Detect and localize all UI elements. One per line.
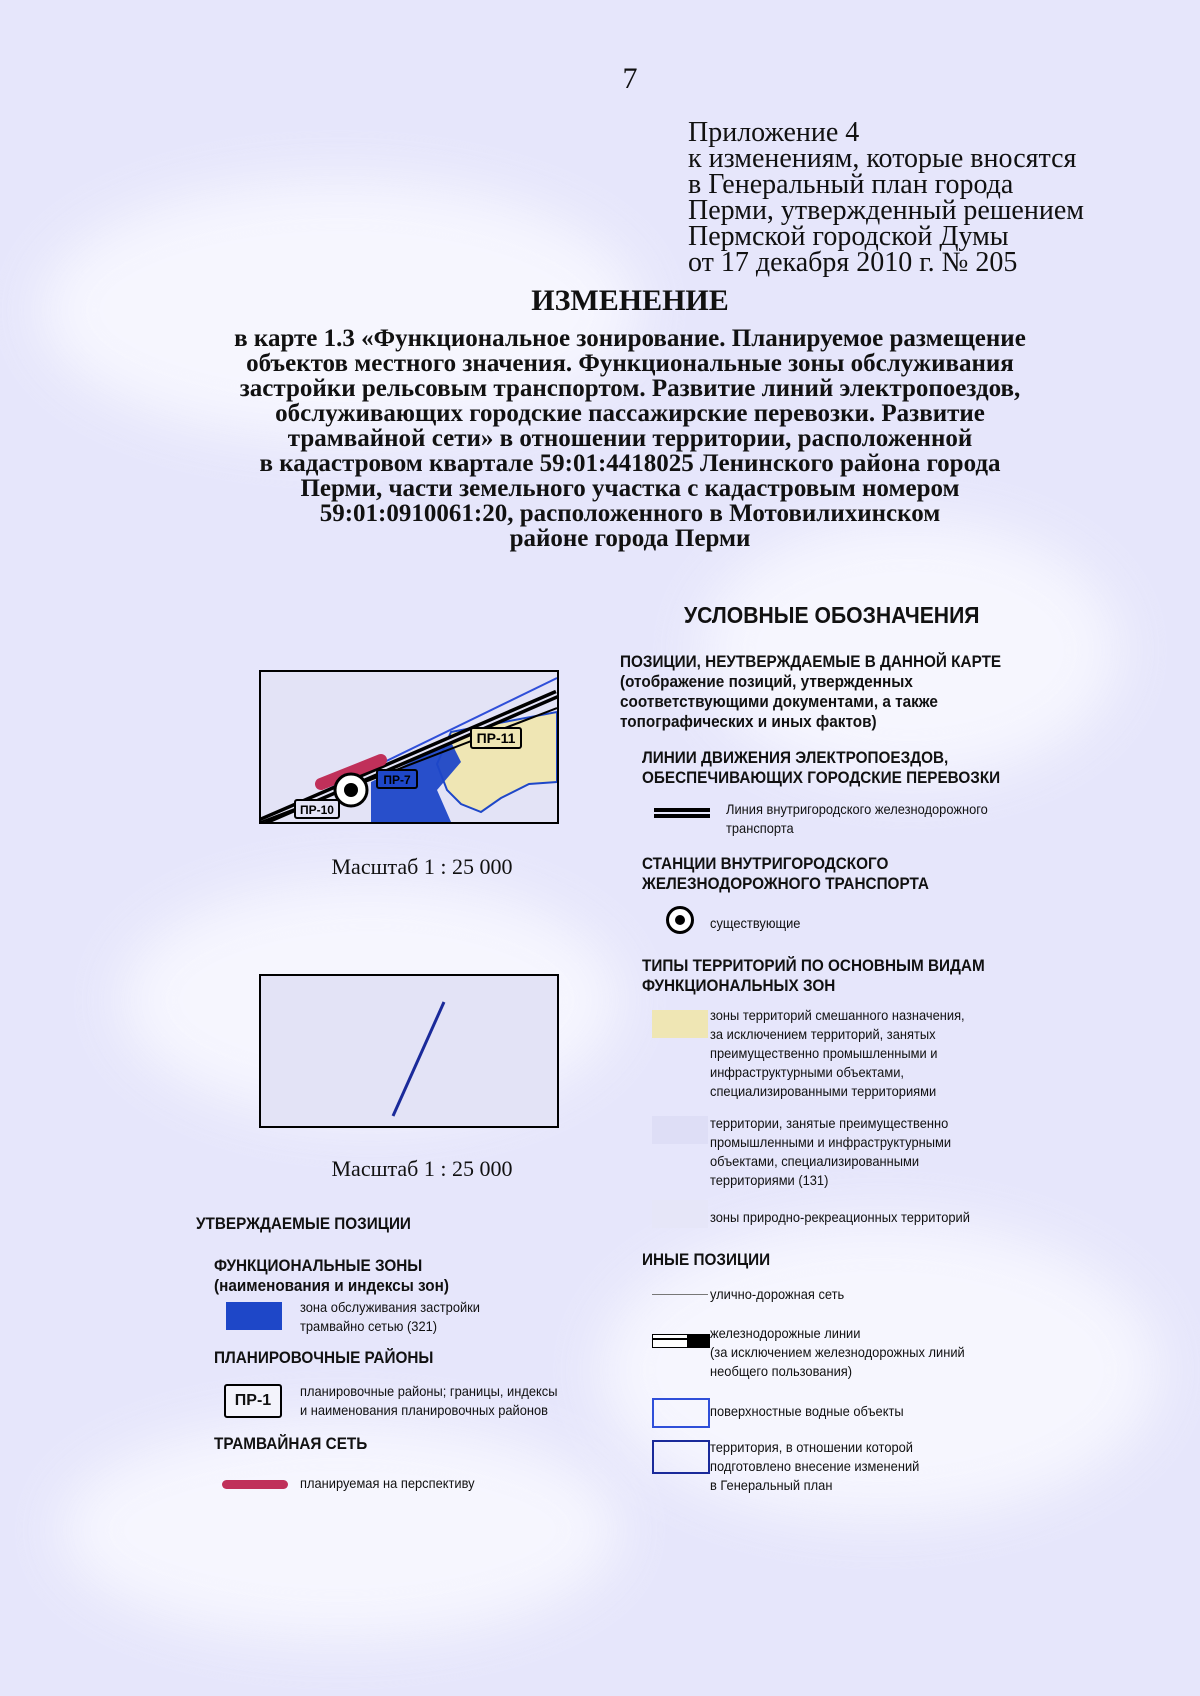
railway-line-swatch [654,808,710,818]
item-line: необщего пользования) [710,1363,853,1379]
item-line: транспорта [726,820,794,836]
subtitle-line: в кадастровом квартале 59:01:4418025 Ленинского района города [259,450,1001,477]
change-territory-swatch [652,1440,710,1474]
item-line: инфраструктурными объектами, [710,1064,904,1080]
map-label-pr7: ПР-7 [383,773,411,787]
planning-districts-item [300,1382,557,1420]
item-line: территория, в отношении которой [710,1439,914,1455]
stations-heading [642,854,929,894]
subtitle-line: объектов местного значения. Функциональные зоны обслуживания [246,350,1014,377]
item-line: специализированными территориями [710,1083,937,1099]
territory-types-heading [642,956,985,996]
item-line: и наименования планировочных районов [300,1402,549,1418]
map-2-scale: Масштаб 1 : 25 000 [331,1156,513,1181]
item-line: трамвайно сетью (321) [300,1318,438,1334]
heading-line: ОБЕСПЕЧИВАЮЩИХ ГОРОДСКИЕ ПЕРЕВОЗКИ [642,768,1001,787]
mixed-zone-swatch [652,1010,708,1038]
appendix-line: в Генеральный план города [688,169,1014,200]
appendix-line: Перми, утвержденный решением [688,195,1084,226]
map-2-drawing [261,976,557,1126]
document-subtitle [150,326,1110,551]
map-label-pr10: ПР-10 [300,803,334,817]
legend-title: УСЛОВНЫЕ ОБОЗНАЧЕНИЯ [684,602,980,628]
road-item: улично-дорожная сеть [710,1286,845,1302]
approved-heading: УТВЕРЖДАЕМЫЕ ПОЗИЦИИ [196,1214,411,1233]
item-line: в Генеральный план [710,1477,833,1493]
map-fragment-1 [259,670,559,824]
appendix-line: от 17 декабря 2010 г. № 205 [688,247,1018,278]
heading-line: ПОЗИЦИИ, НЕУТВЕРЖДАЕМЫЕ В ДАННОЙ КАРТЕ [620,652,1002,671]
road-swatch [652,1294,708,1295]
item-line: (за исключением железнодорожных линий [710,1344,965,1360]
rail-lines-item [710,1324,965,1381]
subtitle-line: 59:01:0910061:20, расположенного в Мотовилихинском [319,500,941,527]
item-line: за исключением территорий, занятых [710,1026,936,1042]
item-line: объектами, специализированными [710,1153,920,1169]
tram-zone-swatch [226,1302,282,1330]
heading-line: СТАНЦИИ ВНУТРИГОРОДСКОГО [642,854,889,873]
page-number: 7 [622,62,638,95]
recreation-zone-swatch [652,1200,708,1228]
item-line: железнодорожные линии [710,1325,861,1341]
heading-line: топографических и иных фактов) [620,712,877,731]
heading-line: (наименования и индексы зон) [214,1276,449,1295]
heading-line: ФУНКЦИОНАЛЬНЫХ ЗОН [642,976,836,995]
water-item: поверхностные водные объекты [710,1403,904,1419]
item-line: преимущественно промышленными и [710,1045,938,1061]
change-territory-item [710,1438,919,1495]
item-line: Линия внутригородского железнодорожного [726,801,988,817]
subtitle-line: трамвайной сети» в отношении территории, расположенной [287,425,973,452]
electric-trains-heading [642,748,1000,788]
heading-line: (отображение позиций, утвержденных [620,672,913,691]
industrial-zone-item [710,1114,951,1190]
rail-lines-swatch [652,1334,710,1348]
map-fragment-2 [259,974,559,1128]
item-line: территориями (131) [710,1172,829,1188]
planning-district-badge: ПР-1 [224,1384,282,1418]
other-positions-heading: ИНЫЕ ПОЗИЦИИ [642,1250,771,1269]
appendix-line: Пермской городской Думы [688,221,1009,252]
electric-train-item [726,800,988,838]
mixed-zone-item [710,1006,965,1101]
subtitle-line: в карте 1.3 «Функциональное зонирование. Планируемое размещение [234,325,1026,352]
appendix-line: Приложение 4 [688,117,860,148]
appendix-block [688,117,1084,278]
scan-light-patch [700,520,1120,780]
planning-districts-heading: ПЛАНИРОВОЧНЫЕ РАЙОНЫ [214,1348,434,1367]
map-1-scale: Масштаб 1 : 25 000 [331,854,513,879]
heading-line: соответствующими документами, а также [620,692,938,711]
item-line: подготовлено внесение изменений [710,1458,920,1474]
functional-zones-heading [214,1256,449,1296]
subtitle-line: районе города Перми [509,525,751,552]
tram-network-heading: ТРАМВАЙНАЯ СЕТЬ [214,1434,368,1453]
heading-line: ЛИНИИ ДВИЖЕНИЯ ЭЛЕКТРОПОЕЗДОВ, [642,748,949,767]
heading-line: ФУНКЦИОНАЛЬНЫЕ ЗОНЫ [214,1256,423,1275]
map-1-drawing [261,672,557,822]
appendix-line: к изменениям, которые вносятся [688,143,1077,174]
non-approved-heading [620,652,1001,732]
station-item: существующие [710,915,801,931]
station-icon [666,906,694,934]
tram-network-item: планируемая на перспективу [300,1475,475,1491]
recreation-zone-item: зоны природно-рекреационных территорий [710,1209,970,1225]
heading-line: ТИПЫ ТЕРРИТОРИЙ ПО ОСНОВНЫМ ВИДАМ [642,956,985,975]
item-line: зона обслуживания застройки [300,1299,481,1315]
map-label-pr11: ПР-11 [476,730,516,746]
heading-line: ЖЕЛЕЗНОДОРОЖНОГО ТРАНСПОРТА [642,874,929,893]
item-line: территории, занятые преимущественно [710,1115,949,1131]
item-line: планировочные районы; границы, индексы [300,1383,558,1399]
subtitle-line: обслуживающих городские пассажирские перевозки. Развитие [275,400,985,427]
subtitle-line: застройки рельсовым транспортом. Развитие линий электропоездов, [239,375,1021,402]
tram-zone-item [300,1298,480,1336]
industrial-zone-swatch [652,1116,708,1144]
item-line: промышленными и инфраструктурными [710,1134,952,1150]
subtitle-line: Перми, части земельного участка с кадастровым номером [300,475,960,502]
document-title: ИЗМЕНЕНИЕ [531,284,729,317]
item-line: зоны территорий смешанного назначения, [710,1007,965,1023]
tram-line-swatch [222,1480,288,1489]
water-swatch [652,1398,710,1428]
